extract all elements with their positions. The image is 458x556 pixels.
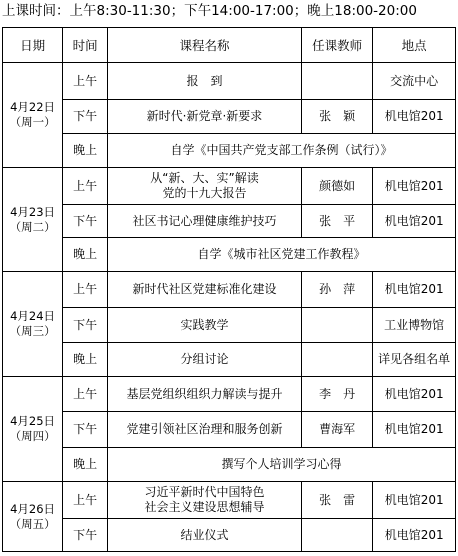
date-label: 4月24日 — [10, 309, 56, 323]
time-cell: 下午 — [63, 519, 108, 552]
table-row — [3, 238, 456, 272]
date-cell — [3, 377, 63, 482]
course-line: 党的十九大报告 — [162, 186, 247, 200]
weekday-label: （周一） — [9, 115, 56, 129]
teacher-cell: 张 雷 — [301, 482, 372, 519]
course-cell: 自学《中国共产党支部工作条例（试行）》 — [108, 134, 456, 168]
time-cell: 下午 — [63, 100, 108, 134]
course-cell: 报 到 — [108, 63, 302, 100]
location-cell: 工业博物馆 — [373, 308, 456, 343]
weekday-label: （周二） — [9, 219, 56, 234]
course-line: 习近平新时代中国特色 — [144, 485, 265, 499]
teacher-cell: 曹海军 — [301, 412, 372, 448]
column-header-teacher: 任课教师 — [301, 28, 372, 63]
course-cell: 基层党组织组织力解读与提升 — [108, 377, 302, 412]
time-cell: 晚上 — [63, 343, 108, 377]
date-cell — [3, 63, 63, 168]
column-header-location: 地点 — [373, 28, 456, 63]
time-cell: 上午 — [63, 168, 108, 205]
column-header-time: 时间 — [63, 28, 108, 63]
table-row — [3, 343, 456, 377]
time-cell: 上午 — [63, 63, 108, 100]
time-cell: 晚上 — [63, 238, 108, 272]
location-cell: 详见各组名单 — [373, 343, 456, 377]
class-time-header: 上课时间：上午8:30-11:30；下午14:00-17:00；晚上18:00-20:00 — [2, 3, 417, 19]
location-cell: 机电馆201 — [373, 519, 456, 552]
time-cell: 晚上 — [63, 134, 108, 168]
table-row — [3, 377, 456, 412]
location-cell: 机电馆201 — [373, 272, 456, 308]
time-cell: 下午 — [63, 308, 108, 343]
date-label: 4月23日 — [10, 204, 56, 219]
teacher-cell: 张 颖 — [301, 100, 372, 134]
teacher-cell: 颜德如 — [301, 168, 372, 205]
location-cell: 机电馆201 — [373, 100, 456, 134]
course-cell: 社区书记心理健康维护技巧 — [108, 205, 302, 238]
date-cell — [3, 168, 63, 272]
course-cell: 实践教学 — [108, 308, 302, 343]
column-header-date: 日期 — [3, 28, 63, 63]
table-row — [3, 482, 456, 519]
course-cell: 党建引领社区治理和服务创新 — [108, 412, 302, 448]
location-cell: 交流中心 — [373, 63, 456, 100]
table-row — [3, 205, 456, 238]
date-cell — [3, 272, 63, 377]
course-cell: 自学《城市社区党建工作教程》 — [108, 238, 456, 272]
location-cell: 机电馆201 — [373, 377, 456, 412]
table-row — [3, 134, 456, 168]
weekday-label: （周四） — [9, 429, 56, 443]
date-cell — [3, 482, 63, 552]
course-cell: 撰写个人培训学习心得 — [108, 448, 456, 482]
teacher-cell: 张 平 — [301, 205, 372, 238]
time-cell: 晚上 — [63, 448, 108, 482]
location-cell: 机电馆201 — [373, 482, 456, 519]
table-row — [3, 168, 456, 205]
location-cell: 机电馆201 — [373, 205, 456, 238]
teacher-cell: 李 丹 — [301, 377, 372, 412]
table-row — [3, 519, 456, 552]
course-cell — [108, 482, 302, 519]
table-row — [3, 448, 456, 482]
table-header-row — [3, 28, 456, 63]
teacher-cell: 孙 萍 — [301, 272, 372, 308]
schedule-table — [2, 27, 456, 552]
table-row — [3, 272, 456, 308]
teacher-cell — [301, 519, 372, 552]
course-cell — [108, 168, 302, 205]
location-cell: 机电馆201 — [373, 412, 456, 448]
date-label: 4月22日 — [10, 100, 56, 114]
teacher-cell — [301, 343, 372, 377]
time-cell: 下午 — [63, 412, 108, 448]
course-cell: 新时代社区党建标准化建设 — [108, 272, 302, 308]
date-label: 4月25日 — [10, 414, 56, 428]
column-header-course: 课程名称 — [108, 28, 302, 63]
course-cell: 结业仪式 — [108, 519, 302, 552]
table-row — [3, 308, 456, 343]
date-label: 4月26日 — [10, 501, 56, 516]
location-cell: 机电馆201 — [373, 168, 456, 205]
table-row — [3, 412, 456, 448]
course-cell: 新时代·新党章·新要求 — [108, 100, 302, 134]
teacher-cell — [301, 63, 372, 100]
weekday-label: （周三） — [9, 324, 56, 338]
course-line: 社会主义建设思想辅导 — [144, 500, 265, 514]
course-line: 从“新、大、实”解读 — [150, 171, 259, 185]
time-cell: 上午 — [63, 272, 108, 308]
teacher-cell — [301, 308, 372, 343]
time-cell: 上午 — [63, 482, 108, 519]
table-row — [3, 63, 456, 100]
table-row — [3, 100, 456, 134]
time-cell: 上午 — [63, 377, 108, 412]
course-cell: 分组讨论 — [108, 343, 302, 377]
time-cell: 下午 — [63, 205, 108, 238]
weekday-label: （周五） — [9, 516, 56, 531]
